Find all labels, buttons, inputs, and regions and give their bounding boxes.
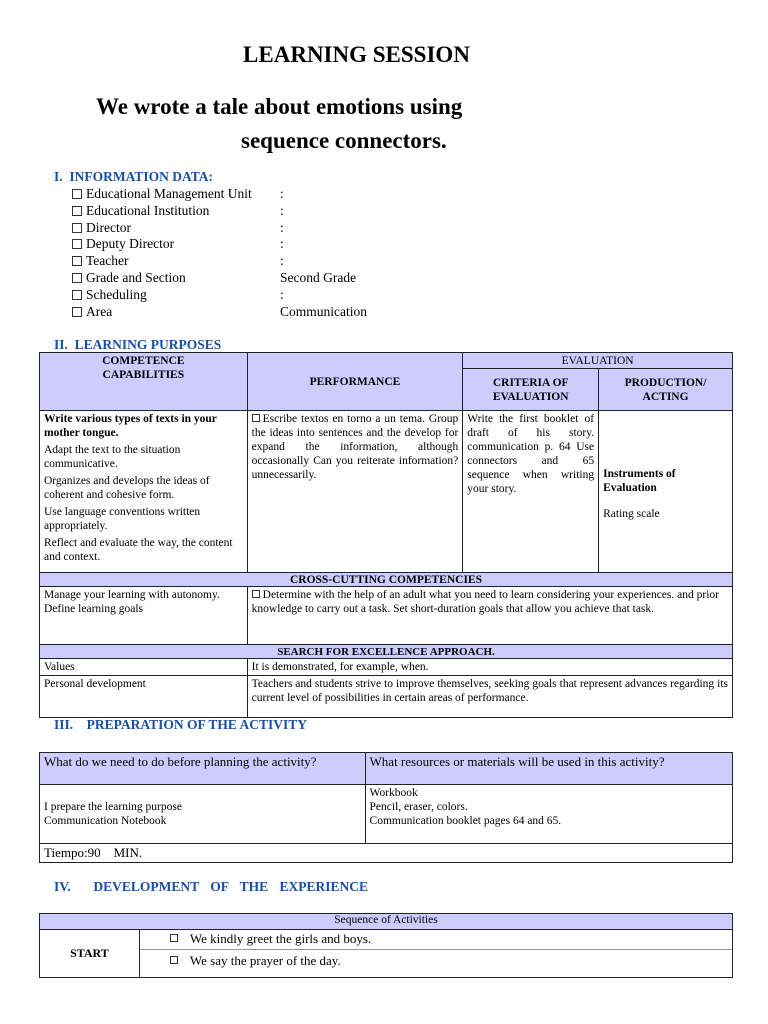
production-cell <box>599 411 733 573</box>
development-table <box>39 913 733 978</box>
criteria-cell: Write the first booklet of draft of his story. communication p. 64 Use connectors and 65 sequence when writing your story. <box>463 411 599 573</box>
section-preparation-heading <box>54 717 307 733</box>
info-value: : <box>280 236 284 252</box>
section-number: III. <box>54 717 74 732</box>
cross-cutting-header: CROSS-CUTTING COMPETENCIES <box>40 573 733 587</box>
checkbox-icon <box>72 206 82 216</box>
info-value: : <box>280 253 284 269</box>
personal-label: Personal development <box>40 676 248 718</box>
section-development-heading <box>54 879 368 895</box>
resource-item: Workbook <box>369 787 418 799</box>
info-value: Communication <box>280 303 367 319</box>
section-title: PREPARATION OF THE ACTIVITY <box>86 717 308 732</box>
instruments-label: Instruments of Evaluation <box>603 468 676 494</box>
checkbox-icon <box>72 189 82 199</box>
info-value: Second Grade <box>280 269 357 285</box>
session-subtitle-line2: sequence connectors. <box>241 128 447 153</box>
info-value: : <box>280 286 284 302</box>
section-number: I. <box>54 169 63 184</box>
cross-right-cell <box>247 587 732 645</box>
before-item: Communication Notebook <box>44 815 167 827</box>
values-text: It is demonstrated, for example, when. <box>247 659 732 676</box>
sequence-header: Sequence of Activities <box>40 914 733 930</box>
before-cell <box>40 785 366 844</box>
info-item: Educational Institution <box>72 203 252 220</box>
information-values <box>280 186 367 320</box>
cross-left-item: Define learning goals <box>44 603 143 615</box>
section-title: LEARNING PURPOSES <box>74 337 222 352</box>
section-title: DEVELOPMENT OF THE EXPERIENCE <box>93 879 369 894</box>
info-value: : <box>280 186 284 201</box>
info-item: Teacher <box>72 253 252 270</box>
performance-text: Escribe textos en torno a un tema. Group the ideas into sentences and the develop for expand the information, although occasionally Can you reiterate information? unnecessarily. <box>251 413 459 481</box>
section-number: II. <box>54 337 68 352</box>
instruments-value: Rating scale <box>603 508 660 520</box>
resources-question: What resources or materials will be used in this activity? <box>365 753 732 785</box>
criteria-header: CRITERIA OF EVALUATION <box>463 369 599 411</box>
before-question: What do we need to do before planning the activity? <box>40 753 366 785</box>
info-item: Scheduling <box>72 287 252 304</box>
info-value: : <box>280 219 284 235</box>
resource-item: Communication booklet pages 64 and 65. <box>369 815 562 827</box>
checkbox-icon <box>170 934 178 942</box>
time-cell: Tiempo:90 MIN. <box>40 844 733 863</box>
info-item: Grade and Section <box>72 270 252 287</box>
info-value: : <box>280 202 284 218</box>
excellence-header: SEARCH FOR EXCELLENCE APPROACH. <box>40 645 733 659</box>
page-title: LEARNING SESSION <box>243 42 470 67</box>
resources-cell <box>365 785 732 844</box>
cross-left-item: Manage your learning with autonomy. <box>44 589 220 601</box>
start-item: We say the prayer of the day. <box>140 950 732 971</box>
capability-item: Reflect and evaluate the way, the content and context. <box>44 537 233 563</box>
capability-item: Use language conventions written appropriately. <box>44 506 201 532</box>
competence-header: COMPETENCE CAPABILITIES <box>40 353 248 411</box>
section-title: INFORMATION DATA: <box>69 169 214 184</box>
competence-title: Write various types of texts in your mother tongue. <box>44 413 217 439</box>
checkbox-icon <box>72 223 82 233</box>
checkbox-icon <box>252 590 260 598</box>
before-item: I prepare the learning purpose <box>44 801 182 813</box>
section-information-heading <box>54 169 213 185</box>
values-label: Values <box>40 659 248 676</box>
performance-header: PERFORMANCE <box>247 353 463 411</box>
session-subtitle-line1: We wrote a tale about emotions using <box>96 94 463 119</box>
checkbox-icon <box>72 256 82 266</box>
preparation-table <box>39 752 733 863</box>
start-label: START <box>40 930 140 978</box>
cross-right-text: Determine with the help of an adult what you need to learn considering your experiences. and prior knowledge to carry out a task. Set short-duration goals that allow you achieve that task. <box>251 589 719 615</box>
capability-item: Organizes and develops the ideas of coherent and cohesive form. <box>44 475 210 501</box>
checkbox-icon <box>170 956 178 964</box>
production-header: PRODUCTION/ ACTING <box>599 369 733 411</box>
start-items-cell <box>139 930 732 978</box>
checkbox-icon <box>72 239 82 249</box>
section-purposes-heading <box>54 337 221 353</box>
competence-cell <box>40 411 248 573</box>
checkbox-icon <box>72 290 82 300</box>
checkbox-icon <box>72 273 82 283</box>
cross-left-cell <box>40 587 248 645</box>
evaluation-header: EVALUATION <box>463 353 733 369</box>
personal-text: Teachers and students strive to improve themselves, seeking goals that represent advances regarding its current level of possibilities in certain areas of performance. <box>247 676 732 718</box>
purposes-table <box>39 352 733 718</box>
resource-item: Pencil, eraser, colors. <box>369 801 468 813</box>
info-item: Deputy Director <box>72 236 252 253</box>
info-item: Educational Management Unit <box>72 186 252 203</box>
information-labels <box>72 186 252 320</box>
section-number: IV. <box>54 879 71 894</box>
checkbox-icon <box>72 307 82 317</box>
info-item: Director <box>72 220 252 237</box>
capability-item: Adapt the text to the situation communicative. <box>44 444 181 470</box>
performance-cell <box>247 411 463 573</box>
start-item: We kindly greet the girls and boys. <box>140 930 732 950</box>
checkbox-icon <box>252 414 260 422</box>
info-item: Area <box>72 304 252 321</box>
